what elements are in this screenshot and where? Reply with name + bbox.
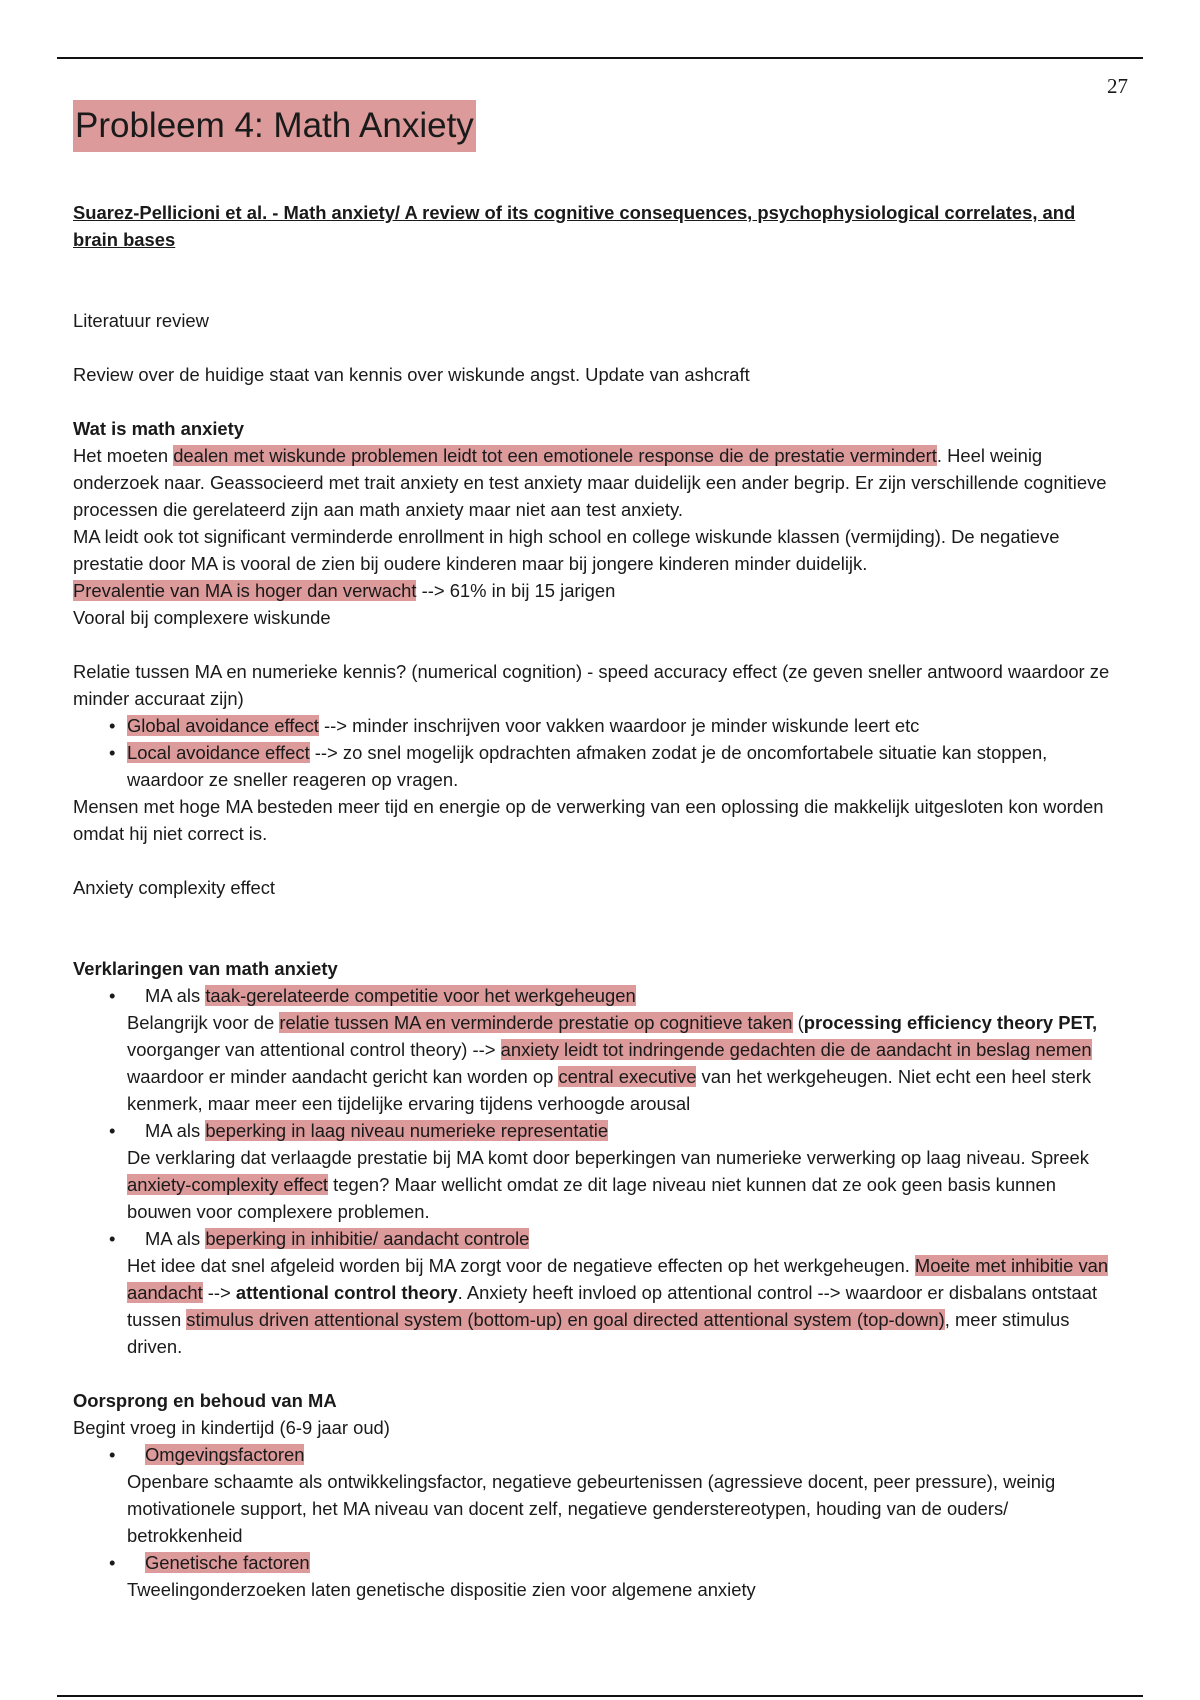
- paragraph: Begint vroeg in kindertijd (6-9 jaar oud): [73, 1417, 390, 1438]
- paragraph: Mensen met hoge MA besteden meer tijd en energie op de verwerking van een oplossing die makkelijk uitgesloten kon worden omdat hij niet correct is.: [73, 796, 1104, 844]
- paragraph: Het moeten dealen met wiskunde problemen leidt tot een emotionele response die de prestatie vermindert. Heel weinig onderzoek naar. Geassocieerd met trait anxiety en test anxiety maar duidelijk een ander begrip. Er zijn verschillende cognitieve processen die gerelateerd zijn aan math anxiety maar niet aan test anxiety.: [73, 445, 1107, 520]
- highlight: Genetische factoren: [145, 1552, 310, 1573]
- highlight: taak-gerelateerde competitie voor het werkgeheugen: [205, 985, 636, 1006]
- highlight: Local avoidance effect: [127, 742, 310, 763]
- review-summary: Review over de huidige staat van kennis over wiskunde angst. Update van ashcraft: [73, 364, 750, 385]
- review-type: Literatuur review: [73, 310, 209, 331]
- list-item: • Global avoidance effect --> minder inschrijven voor vakken waardoor je minder wiskunde leert etc: [73, 712, 1123, 739]
- bullet-list: [73, 1441, 1123, 1603]
- bullet-list: [73, 982, 1123, 1360]
- highlight: beperking in laag niveau numerieke representatie: [205, 1120, 609, 1141]
- reference-heading: Suarez-Pellicioni et al. - Math anxiety/ A review of its cognitive consequences, psychophysiological correlates, and brain bases: [73, 202, 1076, 250]
- bottom-rule: [57, 1695, 1143, 1697]
- paragraph: Anxiety complexity effect: [73, 877, 276, 898]
- list-item: • Local avoidance effect --> zo snel mogelijk opdrachten afmaken zodat je de oncomfortabele situatie kan stoppen, waardoor ze sneller reageren op vragen.: [73, 739, 1123, 793]
- highlight: beperking in inhibitie/ aandacht controle: [205, 1228, 530, 1249]
- page-title: Probleem 4: Math Anxiety: [73, 100, 476, 152]
- section-heading-oorsprong: Oorsprong en behoud van MA: [73, 1390, 337, 1411]
- section-heading-wat: Wat is math anxiety: [73, 418, 245, 439]
- bullet-list: [73, 712, 1123, 793]
- section-heading-verklaringen: Verklaringen van math anxiety: [73, 958, 338, 979]
- highlight: dealen met wiskunde problemen leidt tot een emotionele response die de prestatie vermindert: [173, 445, 937, 466]
- highlight: Omgevingsfactoren: [145, 1444, 305, 1465]
- paragraph: Prevalentie van MA is hoger dan verwacht --> 61% in bij 15 jarigen: [73, 580, 616, 601]
- paragraph: Vooral bij complexere wiskunde: [73, 607, 331, 628]
- paragraph: MA leidt ook tot significant verminderde enrollment in high school en college wiskunde klassen (vermijding). De negatieve prestatie door MA is vooral de zien bij oudere kinderen maar bij jongere kinderen minder duidelijk.: [73, 526, 1060, 574]
- list-item: • Genetische factoren Tweelingonderzoeken laten genetische dispositie zien voor algemene anxiety: [73, 1549, 1123, 1603]
- paragraph: Relatie tussen MA en numerieke kennis? (numerical cognition) - speed accuracy effect (ze geven sneller antwoord waardoor ze minder accuraat zijn): [73, 661, 1110, 709]
- highlight: Prevalentie van MA is hoger dan verwacht: [73, 580, 417, 601]
- top-rule: [57, 57, 1143, 59]
- list-item: • MA als taak-gerelateerde competitie voor het werkgeheugen Belangrijk voor de relatie tussen MA en verminderde prestatie op cognitieve taken (processing efficiency theory PET, voorganger van attentional control theory) --> anxiety leidt tot indringende gedachten die de aandacht in beslag nemen waardoor er minder aandacht gericht kan worden op central executive van het werkgeheugen. Niet echt een heel sterk kenmerk, maar meer een tijdelijke ervaring tijdens verhoogde arousal: [73, 982, 1123, 1117]
- page-number: 27: [1107, 74, 1128, 98]
- list-item: • MA als beperking in inhibitie/ aandacht controle Het idee dat snel afgeleid worden bij MA zorgt voor de negatieve effecten op het werkgeheugen. Moeite met inhibitie van aandacht --> attentional control theory. Anxiety heeft invloed op attentional control --> waardoor er disbalans ontstaat tussen stimulus driven attentional system (bottom-up) en goal directed attentional system (top-down), meer stimulus driven.: [73, 1225, 1123, 1360]
- highlight: Global avoidance effect: [127, 715, 319, 736]
- document-body: [73, 96, 1123, 1603]
- list-item: • MA als beperking in laag niveau numerieke representatie De verklaring dat verlaagde prestatie bij MA komt door beperkingen van numerieke verwerking op laag niveau. Spreek anxiety-complexity effect tegen? Maar wellicht omdat ze dit lage niveau niet kunnen dat ze ook geen basis kunnen bouwen voor complexere problemen.: [73, 1117, 1123, 1225]
- list-item: • Omgevingsfactoren Openbare schaamte als ontwikkelingsfactor, negatieve gebeurtenissen (agressieve docent, peer pressure), weinig motivationele support, het MA niveau van docent zelf, negatieve genderstereotypen, houding van de ouders/ betrokkenheid: [73, 1441, 1123, 1549]
